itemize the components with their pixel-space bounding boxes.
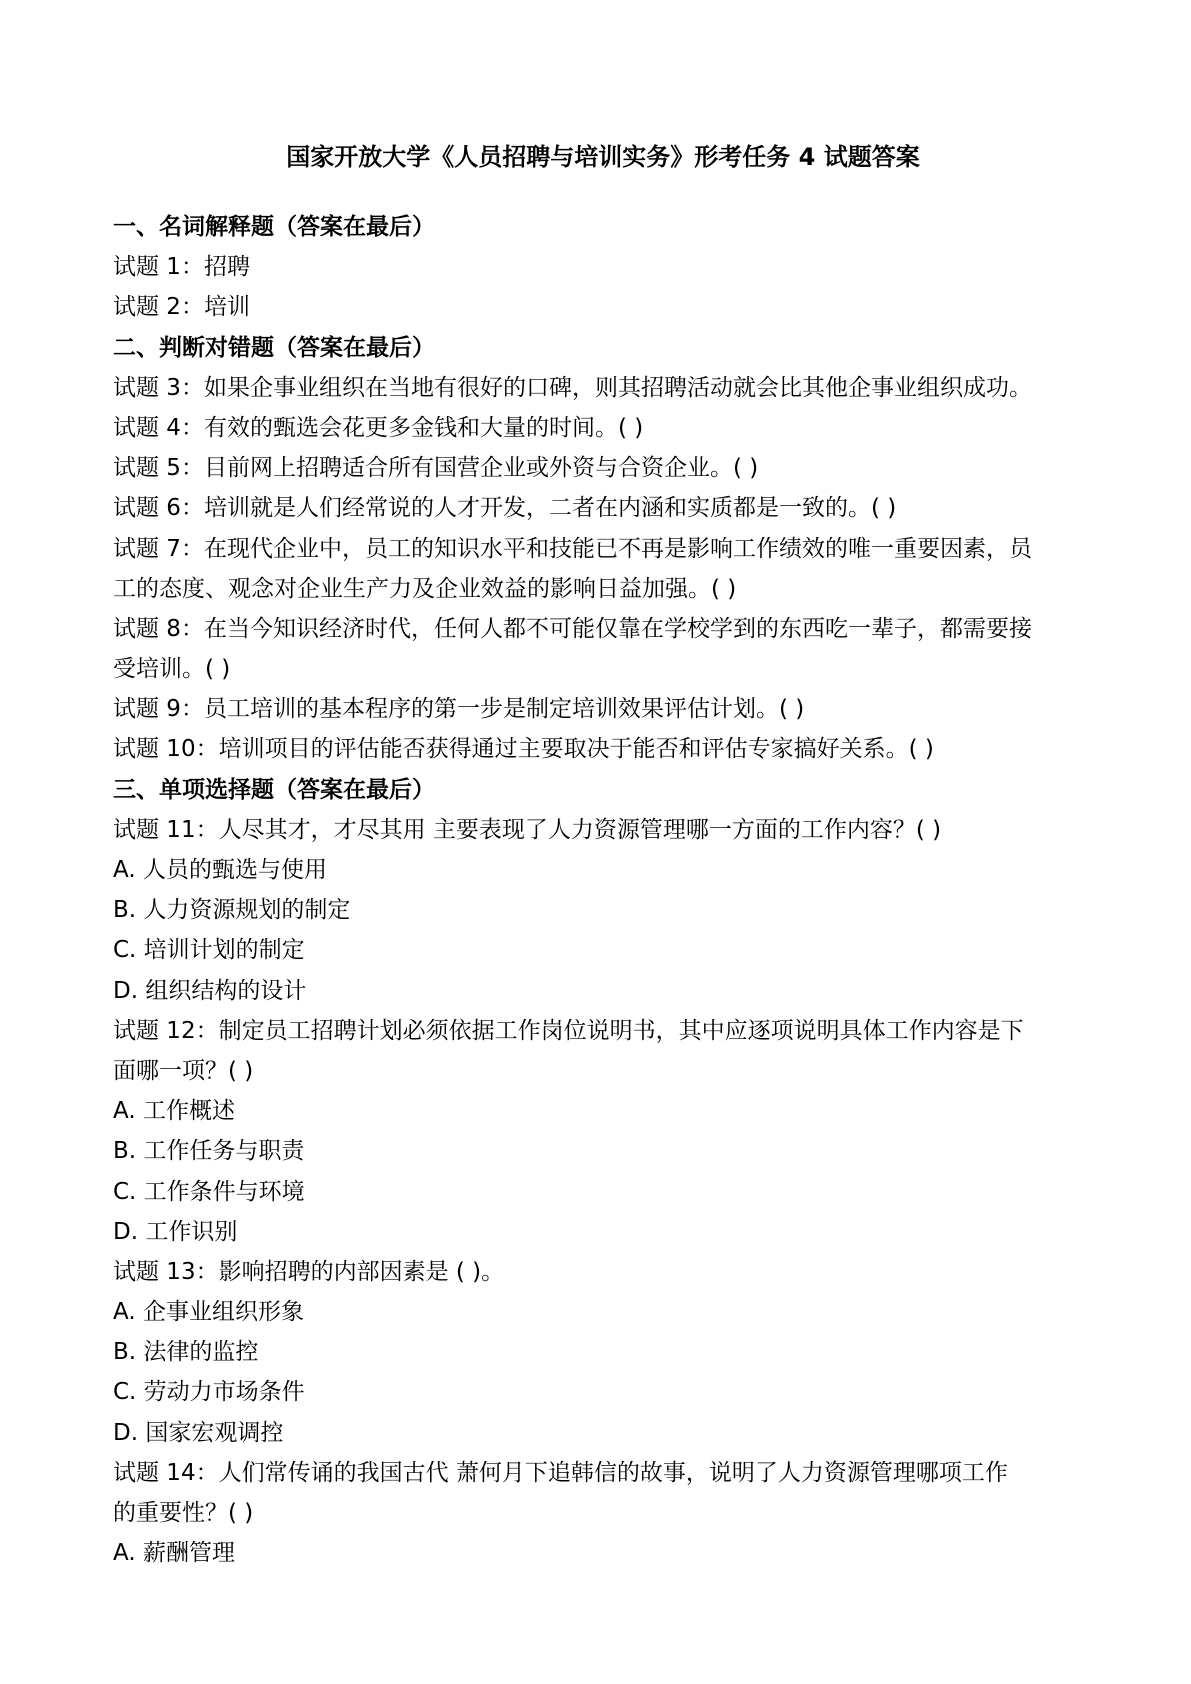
question-14-option-a: A. 薪酬管理 xyxy=(113,1540,235,1567)
question-14-line-1: 试题 14：人们常传诵的我国古代 萧何月下追韩信的故事，说明了人力资源管理哪项工作 xyxy=(113,1459,1008,1486)
question-1: 试题 1：招聘 xyxy=(113,254,250,281)
question-13-option-a: A. 企事业组织形象 xyxy=(113,1299,304,1326)
question-3: 试题 3：如果企事业组织在当地有很好的口碑，则其招聘活动就会比其他企事业组织成功。 xyxy=(113,374,1032,401)
document-title: 国家开放大学《人员招聘与培训实务》形考任务 4 试题答案 xyxy=(286,143,920,171)
question-10: 试题 10：培训项目的评估能否获得通过主要取决于能否和评估专家搞好关系。( ) xyxy=(113,736,934,763)
question-11-option-b: B. 人力资源规划的制定 xyxy=(113,897,351,924)
question-13-option-d: D. 国家宏观调控 xyxy=(113,1419,284,1446)
question-11-option-d: D. 组织结构的设计 xyxy=(113,977,307,1004)
question-11-option-c: C. 培训计划的制定 xyxy=(113,937,305,964)
question-13-option-b: B. 法律的监控 xyxy=(113,1339,259,1366)
question-9: 试题 9：员工培训的基本程序的第一步是制定培训效果评估计划。( ) xyxy=(113,696,805,723)
document-page xyxy=(113,0,1093,1684)
question-2: 试题 2：培训 xyxy=(113,294,250,321)
question-4: 试题 4：有效的甄选会花更多金钱和大量的时间。( ) xyxy=(113,414,644,441)
question-7-line-1: 试题 7：在现代企业中，员工的知识水平和技能已不再是影响工作绩效的唯一重要因素，员 xyxy=(113,535,1032,562)
question-11-option-a: A. 人员的甄选与使用 xyxy=(113,857,327,883)
question-12-option-d: D. 工作识别 xyxy=(113,1218,238,1245)
question-13-option-c: C. 劳动力市场条件 xyxy=(113,1379,305,1406)
question-12-option-b: B. 工作任务与职责 xyxy=(113,1138,305,1165)
question-5: 试题 5：目前网上招聘适合所有国营企业或外资与合资企业。( ) xyxy=(113,455,759,482)
question-8-line-1: 试题 8：在当今知识经济时代，任何人都不可能仅靠在学校学到的东西吃一辈子，都需要接 xyxy=(113,615,1032,642)
section-heading-3: 三、单项选择题（答案在最后） xyxy=(113,776,435,803)
section-heading-1: 一、名词解释题（答案在最后） xyxy=(113,214,435,240)
question-11: 试题 11：人尽其才，才尽其用 主要表现了人力资源管理哪一方面的工作内容？( ) xyxy=(113,816,942,843)
question-12-option-c: C. 工作条件与环境 xyxy=(113,1178,305,1205)
question-8-line-2: 受培训。( ) xyxy=(113,656,231,683)
document-body xyxy=(113,207,1093,1573)
question-6: 试题 6：培训就是人们经常说的人才开发，二者在内涵和实质都是一致的。( ) xyxy=(113,495,897,522)
question-12-line-1: 试题 12：制定员工招聘计划必须依据工作岗位说明书，其中应逐项说明具体工作内容是下 xyxy=(113,1017,1024,1044)
question-7-line-2: 工的态度、观念对企业生产力及企业效益的影响日益加强。( ) xyxy=(113,575,737,602)
section-heading-2: 二、判断对错题（答案在最后） xyxy=(113,334,435,361)
question-13: 试题 13：影响招聘的内部因素是 ( )。 xyxy=(113,1258,505,1285)
question-12-line-2: 面哪一项？( ) xyxy=(113,1057,254,1084)
question-14-line-2: 的重要性？( ) xyxy=(113,1500,254,1526)
question-12-option-a: A. 工作概述 xyxy=(113,1098,235,1125)
